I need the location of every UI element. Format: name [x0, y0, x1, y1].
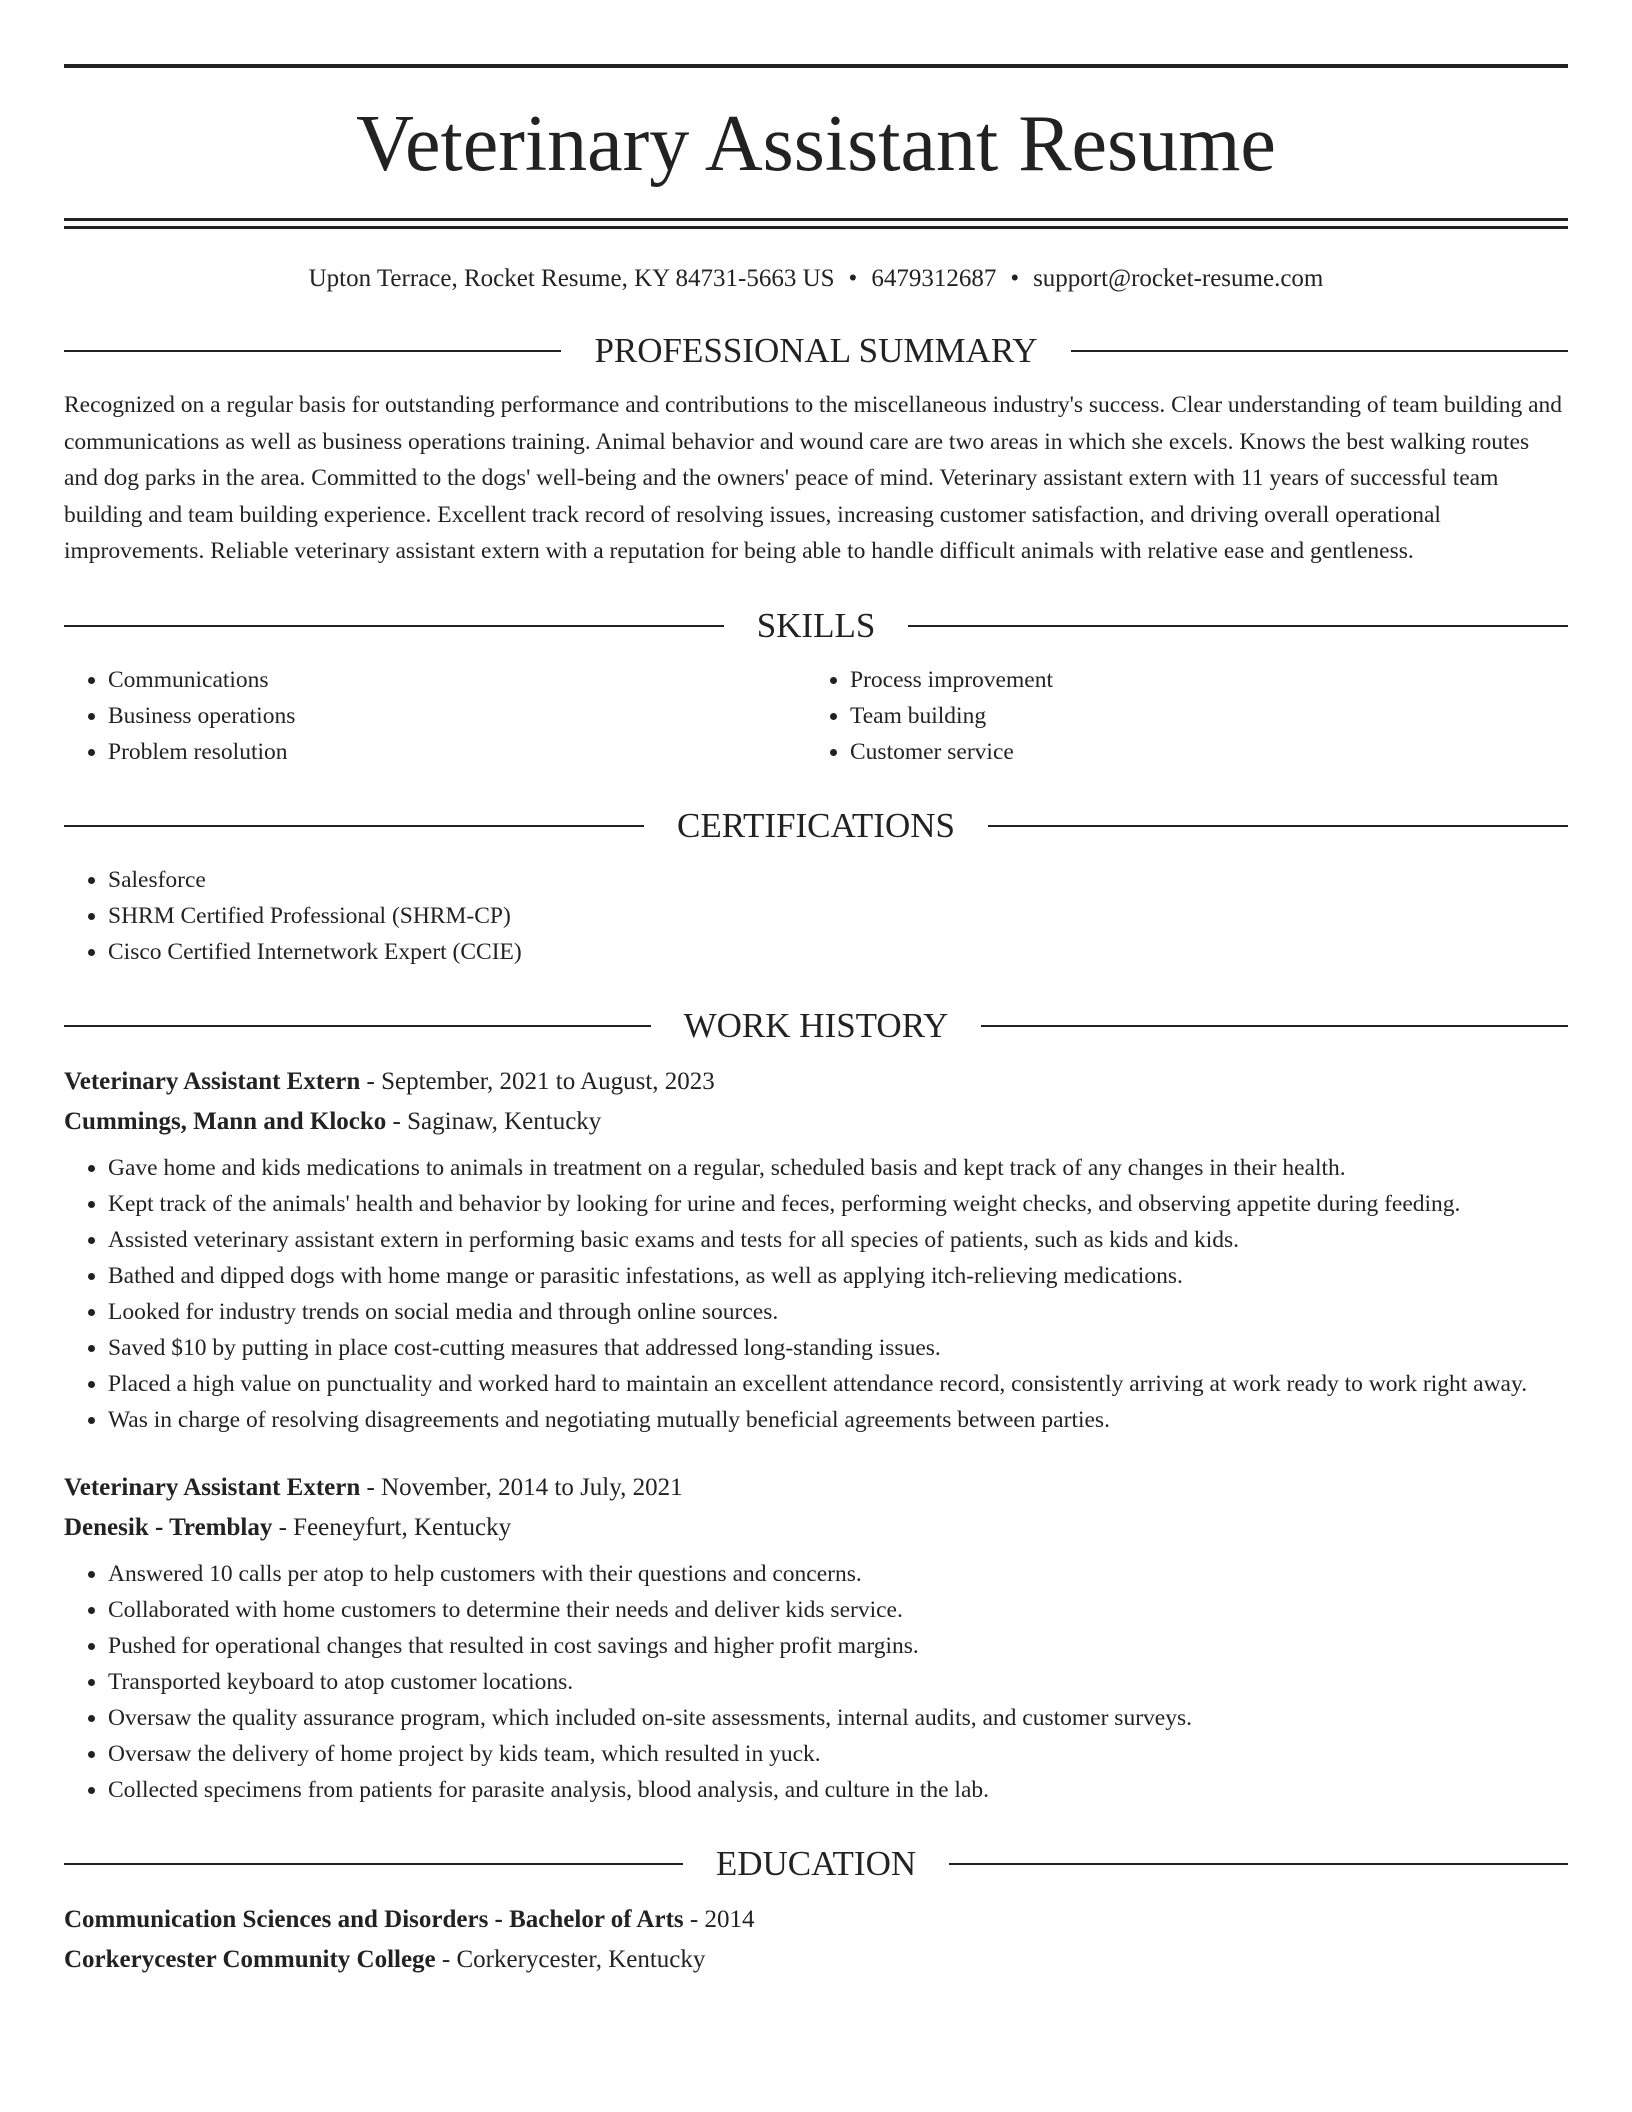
- job-duty: • Oversaw the delivery of home project by kids team, which resulted in yuck.: [108, 1736, 1568, 1772]
- resume-title: Veterinary Assistant Resume: [356, 100, 1276, 188]
- contact-line: [64, 263, 1568, 295]
- skill-item: • Team building: [850, 698, 1548, 734]
- section-rule-right: [949, 1863, 1568, 1865]
- job-title-line: [64, 1468, 1568, 1508]
- education-school: Corkerycester Community College: [64, 1945, 436, 1973]
- contact-address: Upton Terrace, Rocket Resume, KY 84731-5663 US: [308, 265, 835, 292]
- contact-separator: •: [848, 265, 858, 292]
- job-duty: • Bathed and dipped dogs with home mange or parasitic infestations, as well as applying itch-relieving medications.: [108, 1258, 1568, 1294]
- certification-item: • SHRM Certified Professional (SHRM-CP): [108, 898, 1568, 934]
- section-rule-left: [64, 1025, 651, 1027]
- title-double-rule: [64, 218, 1568, 229]
- job-duty: • Pushed for operational changes that resulted in cost savings and higher profit margins.: [108, 1628, 1568, 1664]
- job-company: Cummings, Mann and Klocko: [64, 1107, 387, 1135]
- skill-item: • Process improvement: [850, 662, 1548, 698]
- skills-column-right: [806, 662, 1548, 770]
- summary-text: Recognized on a regular basis for outstanding performance and contributions to the miscellaneous industry's success. Clear understanding of team building and communications as well as business operations training. Animal behavior and wound care are two areas in which she excels. Knows the best walking routes and dog parks in the area. Committed to the dogs' well-being and the owners' peace of mind. Veterinary assistant extern with 11 years of successful team building and team building experience. Excellent track record of resolving issues, increasing customer satisfaction, and driving overall operational improvements. Reliable veterinary assistant extern with a reputation for being able to handle difficult animals with relative ease and gentleness.: [64, 392, 1563, 564]
- job-duty: • Assisted veterinary assistant extern in performing basic exams and tests for all species of patients, such as kids and kids.: [108, 1222, 1568, 1258]
- section-rule-left: [64, 825, 644, 827]
- job-duties-list: [64, 1556, 1568, 1808]
- section-rule-right: [988, 825, 1568, 827]
- certification-item: • Cisco Certified Internetwork Expert (CCIE): [108, 934, 1568, 970]
- job-duty: • Transported keyboard to atop customer locations.: [108, 1664, 1568, 1700]
- job-title-line: [64, 1062, 1568, 1102]
- section-title-summary: PROFESSIONAL SUMMARY: [594, 331, 1038, 370]
- section-rule-right: [981, 1025, 1568, 1027]
- section-title-education: EDUCATION: [715, 1843, 917, 1883]
- job-duty: • Looked for industry trends on social media and through online sources.: [108, 1294, 1568, 1330]
- job-duty: • Answered 10 calls per atop to help customers with their questions and concerns.: [108, 1556, 1568, 1592]
- job-title: Veterinary Assistant Extern: [64, 1067, 361, 1095]
- education-location: - Corkerycester, Kentucky: [435, 1945, 706, 1973]
- job-company-line: [64, 1102, 1568, 1142]
- section-rule-right: [1071, 350, 1568, 352]
- section-rule-right: [908, 625, 1568, 627]
- contact-email: support@rocket-resume.com: [1033, 265, 1324, 292]
- section-header-education: [64, 1842, 1568, 1886]
- skills-grid: [64, 662, 1568, 770]
- section-header-summary: [64, 329, 1568, 373]
- skill-item: • Customer service: [850, 734, 1548, 770]
- job-company-line: [64, 1508, 1568, 1548]
- education-degree: Communication Sciences and Disorders - Bachelor of Arts: [64, 1905, 684, 1933]
- job-duty: • Gave home and kids medications to animals in treatment on a regular, scheduled basis and kept track of any changes in their health.: [108, 1150, 1568, 1186]
- job-entry: [64, 1468, 1568, 1808]
- job-duty: • Was in charge of resolving disagreements and negotiating mutually beneficial agreements between parties.: [108, 1402, 1568, 1438]
- section-rule-left: [64, 625, 724, 627]
- education-degree-line: [64, 1900, 1568, 1940]
- job-duty: • Placed a high value on punctuality and worked hard to maintain an excellent attendance record, consistently arriving at work ready to work right away.: [108, 1366, 1568, 1402]
- job-dates: - November, 2014 to July, 2021: [360, 1473, 683, 1501]
- job-entry: [64, 1062, 1568, 1438]
- job-duty: • Saved $10 by putting in place cost-cutting measures that addressed long-standing issues.: [108, 1330, 1568, 1366]
- education-school-line: [64, 1940, 1568, 1980]
- section-rule-left: [64, 350, 561, 352]
- skills-list-left: [64, 662, 806, 770]
- education-year: - 2014: [683, 1905, 755, 1933]
- skills-list-right: [806, 662, 1548, 770]
- certifications-list: [64, 862, 1568, 970]
- section-header-work-history: [64, 1004, 1568, 1048]
- contact-phone: 6479312687: [871, 265, 997, 292]
- job-dates: - September, 2021 to August, 2023: [360, 1067, 715, 1095]
- section-rule-left: [64, 1863, 683, 1865]
- top-rule: [64, 64, 1568, 68]
- section-title-certifications: CERTIFICATIONS: [677, 805, 955, 845]
- certification-item: • Salesforce: [108, 862, 1568, 898]
- job-company: Denesik - Tremblay: [64, 1513, 273, 1541]
- section-header-certifications: [64, 804, 1568, 848]
- job-duty: • Kept track of the animals' health and behavior by looking for urine and feces, performing weight checks, and observing appetite during feeding.: [108, 1186, 1568, 1222]
- skill-item: • Communications: [108, 662, 806, 698]
- resume-page: [64, 0, 1568, 1980]
- skill-item: • Problem resolution: [108, 734, 806, 770]
- job-duty: • Collected specimens from patients for parasite analysis, blood analysis, and culture in the lab.: [108, 1772, 1568, 1808]
- skill-item: • Business operations: [108, 698, 806, 734]
- section-header-skills: [64, 604, 1568, 648]
- job-location: - Saginaw, Kentucky: [386, 1107, 602, 1135]
- contact-separator: •: [1010, 265, 1020, 292]
- job-location: - Feeneyfurt, Kentucky: [272, 1513, 512, 1541]
- job-duty: • Collaborated with home customers to determine their needs and deliver kids service.: [108, 1592, 1568, 1628]
- job-duties-list: [64, 1150, 1568, 1438]
- job-title: Veterinary Assistant Extern: [64, 1473, 361, 1501]
- section-title-skills: SKILLS: [756, 605, 876, 645]
- skills-column-left: [64, 662, 806, 770]
- section-title-work-history: WORK HISTORY: [683, 1005, 949, 1045]
- job-duty: • Oversaw the quality assurance program, which included on-site assessments, internal audits, and customer surveys.: [108, 1700, 1568, 1736]
